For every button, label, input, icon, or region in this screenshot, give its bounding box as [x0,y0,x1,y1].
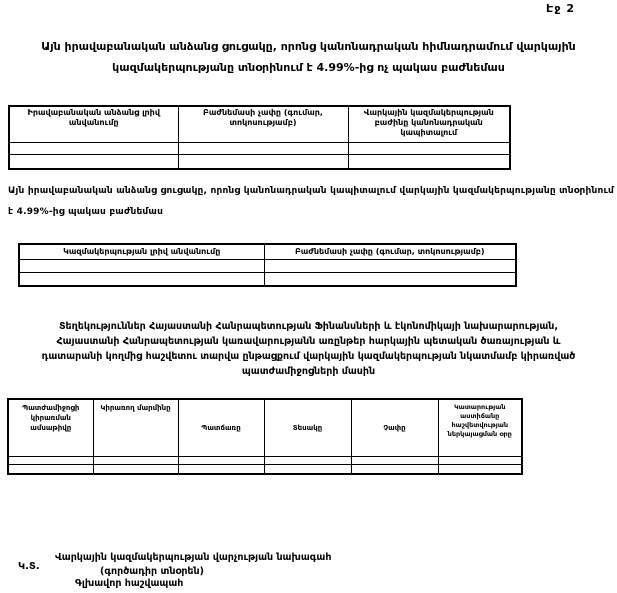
column-header-fulfillment-degree: Կատարության աստիճանը հաշվետվության ներկայացման օրը [438,399,522,456]
table-cell [178,154,348,169]
table-cell [9,142,178,154]
signature-chairman-label: Վարկային կազմակերպության վարչության նախագահ [55,552,332,563]
under-threshold-table [18,243,517,287]
column-header-credit-org-share: Վարկային կազմակերպության բաժինը կանոնադրական կապիտալում [348,106,510,142]
table-row [8,464,522,474]
under-threshold-title [8,181,614,223]
column-header-type: Տեսակը [264,399,351,456]
table-cell [178,464,264,474]
table-cell [351,456,438,464]
sanctions-title-line-1: Տեղեկություններ Հայաստանի Հանրապետության Ֆինանսների և էկոնոմիկայի նախարարության, [58,321,559,332]
table-cell [19,259,264,272]
page-number: Էջ 2 [546,2,575,15]
column-header-amount: Չափը [351,399,438,456]
table-cell [351,464,438,474]
table-cell [348,154,510,169]
table-cell [438,456,522,464]
table-cell [8,464,93,474]
over-threshold-table [8,105,511,170]
executive-director-label: (գործադիր տնօրեն) [100,566,204,577]
table-header-row [19,244,516,259]
sanctions-title-line-2: Հայաստանի Հանրապետության կառավարությանն առընթեր հարկային պետական ծառայության և [56,336,561,347]
column-header-share-size: Բաժնեմասի չափը (գումար, տոկոսությամբ) [178,106,348,142]
table-row [19,272,516,286]
under-threshold-title-line-2: է 4.99%-ից պակաս բաժնեմաս [8,207,164,217]
table-cell [438,464,522,474]
over-threshold-title [0,36,617,78]
table-cell [9,154,178,169]
sanctions-title-line-4: պատժամիջոցների մասին [241,366,376,377]
table-cell [264,272,516,286]
chief-accountant-label: Գլխավոր հաշվապահ [75,578,184,589]
table-row [9,154,510,169]
table-cell [178,456,264,464]
table-cell [93,456,178,464]
table-cell [19,272,264,286]
over-threshold-title-line-2: կազմակերպությանը տնօրինում է 4.99%-ից ոչ պակաս բաժնեմաս [112,61,505,74]
table-cell [264,456,351,464]
table-header-row [9,106,510,142]
sanctions-title [10,319,607,379]
seal-mark: Կ.Տ. [18,561,40,572]
sanctions-table [7,398,523,475]
table-cell [93,464,178,474]
table-row [9,142,510,154]
table-cell [348,142,510,154]
over-threshold-title-line-1: Այն իրավաբանական անձանց ցուցակը, որոնց կանոնադրական հիմնադրամում վարկային [41,40,576,53]
table-cell [264,259,516,272]
under-threshold-title-line-1: Այն իրավաբանական անձանց ցուցակը, որոնց կանոնադրական կապիտալում վարկային կազմակերպությանը տնօրինում [8,186,614,196]
column-header-sanction-date: Պատժամիջոցի կիրառման ամսաթիվը [8,399,93,456]
sanctions-title-line-3: դատարանի կողմից հաշվետու տարվա ընթացքում վարկային կազմակերպության նկատմամբ կիրառված [41,351,576,362]
table-cell [178,142,348,154]
table-cell [264,464,351,474]
column-header-reason: Պատճառը [178,399,264,456]
column-header-legal-entity-name: Իրավաբանական անձանց լրիվ անվանումը [9,106,178,142]
table-row [19,259,516,272]
table-row [8,456,522,464]
table-cell [8,456,93,464]
column-header-applying-body: Կիրառող մարմինը [93,399,178,456]
column-header-organization-name: Կազմակերպության լրիվ անվանումը [19,244,264,259]
table-header-row [8,399,522,456]
column-header-share-size: Բաժնեմասի չափը (գումար, տոկոսությամբ) [264,244,516,259]
